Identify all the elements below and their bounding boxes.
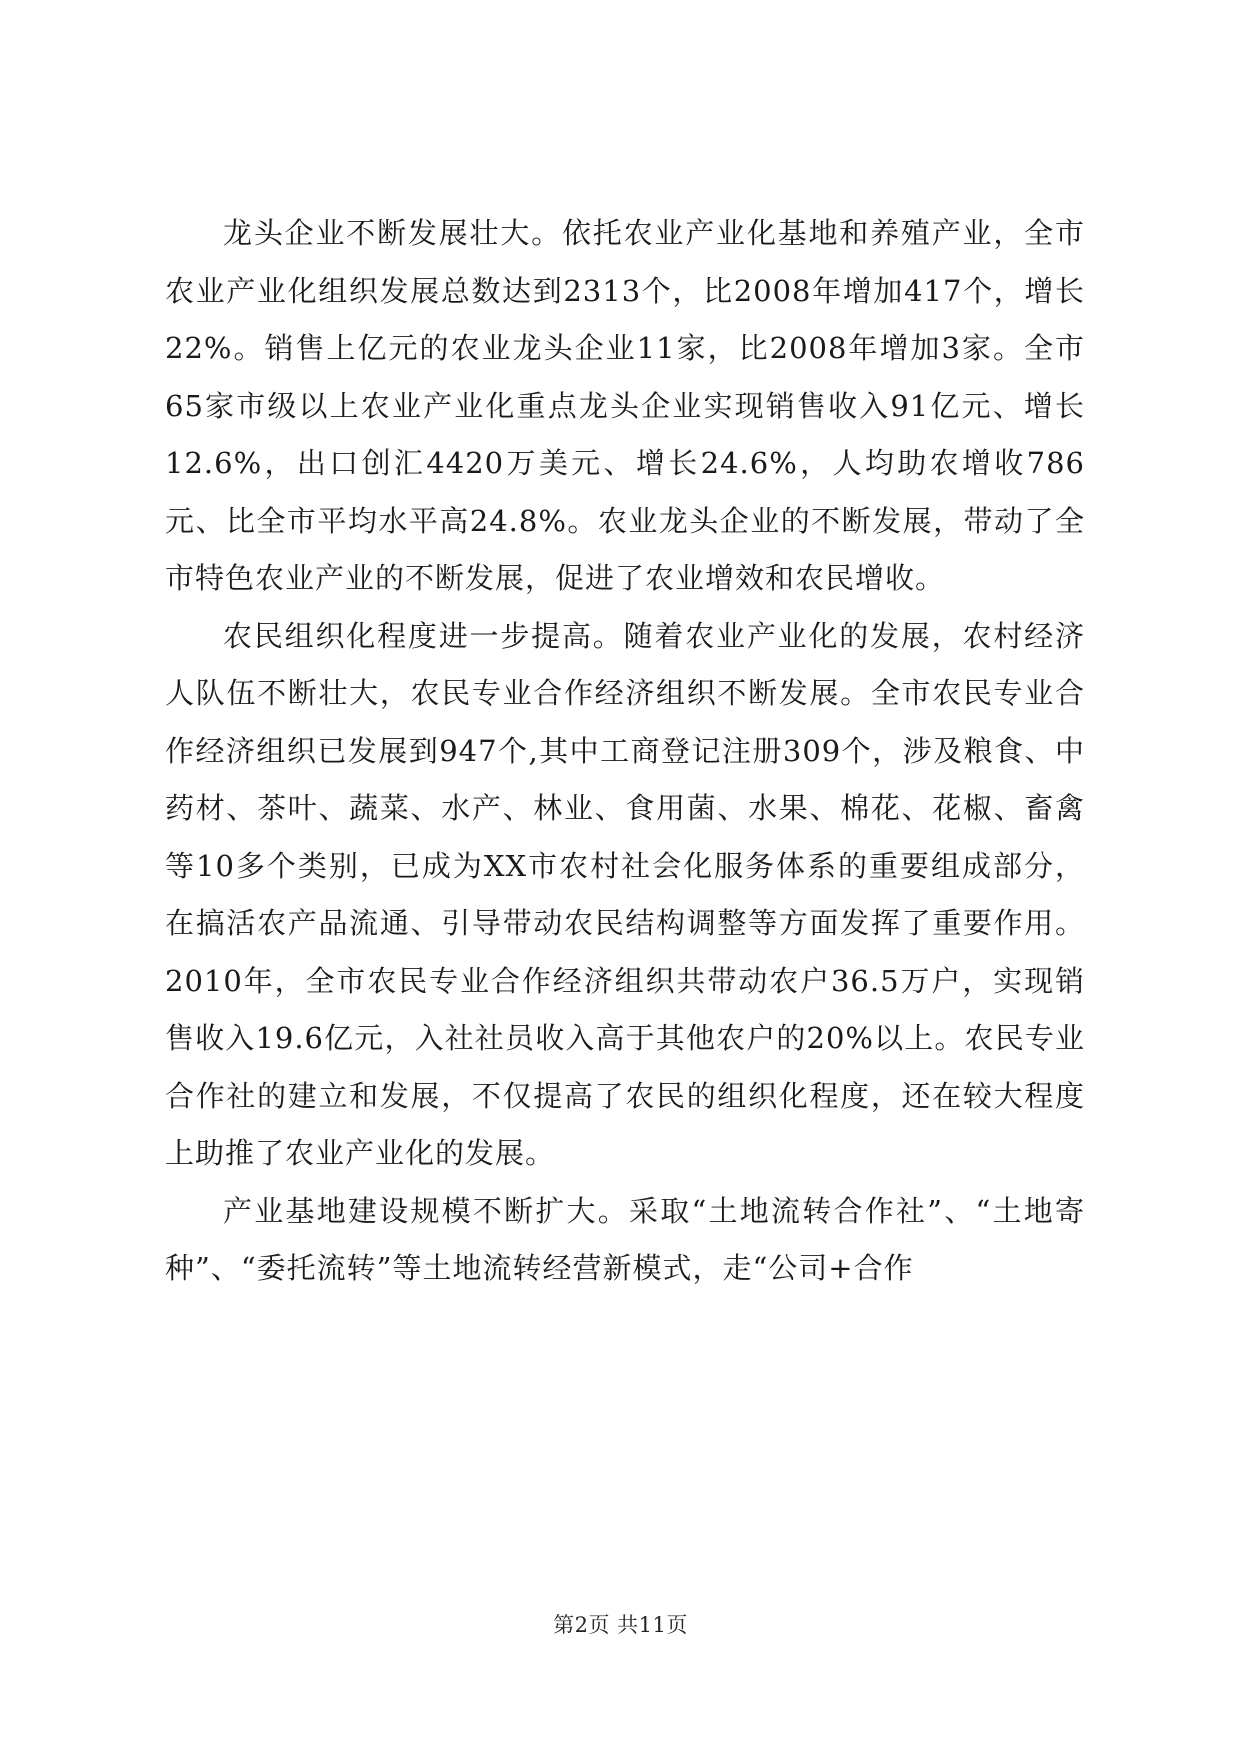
- document-body: [165, 205, 1085, 1298]
- paragraph-industry-base: 产业基地建设规模不断扩大。采取“土地流转合作社”、“土地寄种”、“委托流转”等土地流转经营新模式，走“公司+合作: [165, 1193, 1085, 1285]
- paragraph-dragon-head-enterprises: 龙头企业不断发展壮大。依托农业产业化基地和养殖产业，全市农业产业化组织发展总数达到2313个，比2008年增加417个，增长22%。销售上亿元的农业龙头企业11家，比2008年增加3家。全市65家市级以上农业产业化重点龙头企业实现销售收入91亿元、增长12.6%，出口创汇4420万美元、增长24.6%，人均助农增收786元、比全市平均水平高24.8%。农业龙头企业的不断发展，带动了全市特色农业产业的不断发展，促进了农业增效和农民增收。: [165, 216, 1085, 595]
- page-number-footer: 第2页 共11页: [553, 1613, 688, 1637]
- paragraph-farmer-organization: 农民组织化程度进一步提高。随着农业产业化的发展，农村经济人队伍不断壮大，农民专业合作经济组织不断发展。全市农民专业合作经济组织已发展到947个,其中工商登记注册309个，涉及粮食、中药材、茶叶、蔬菜、水产、林业、食用菌、水果、棉花、花椒、畜禽等10多个类别，已成为XX市农村社会化服务体系的重要组成部分，在搞活农产品流通、引导带动农民结构调整等方面发挥了重要作用。2010年，全市农民专业合作经济组织共带动农户36.5万户，实现销售收入19.6亿元，入社社员收入高于其他农户的20%以上。农民专业合作社的建立和发展，不仅提高了农民的组织化程度，还在较大程度上助推了农业产业化的发展。: [165, 618, 1085, 1170]
